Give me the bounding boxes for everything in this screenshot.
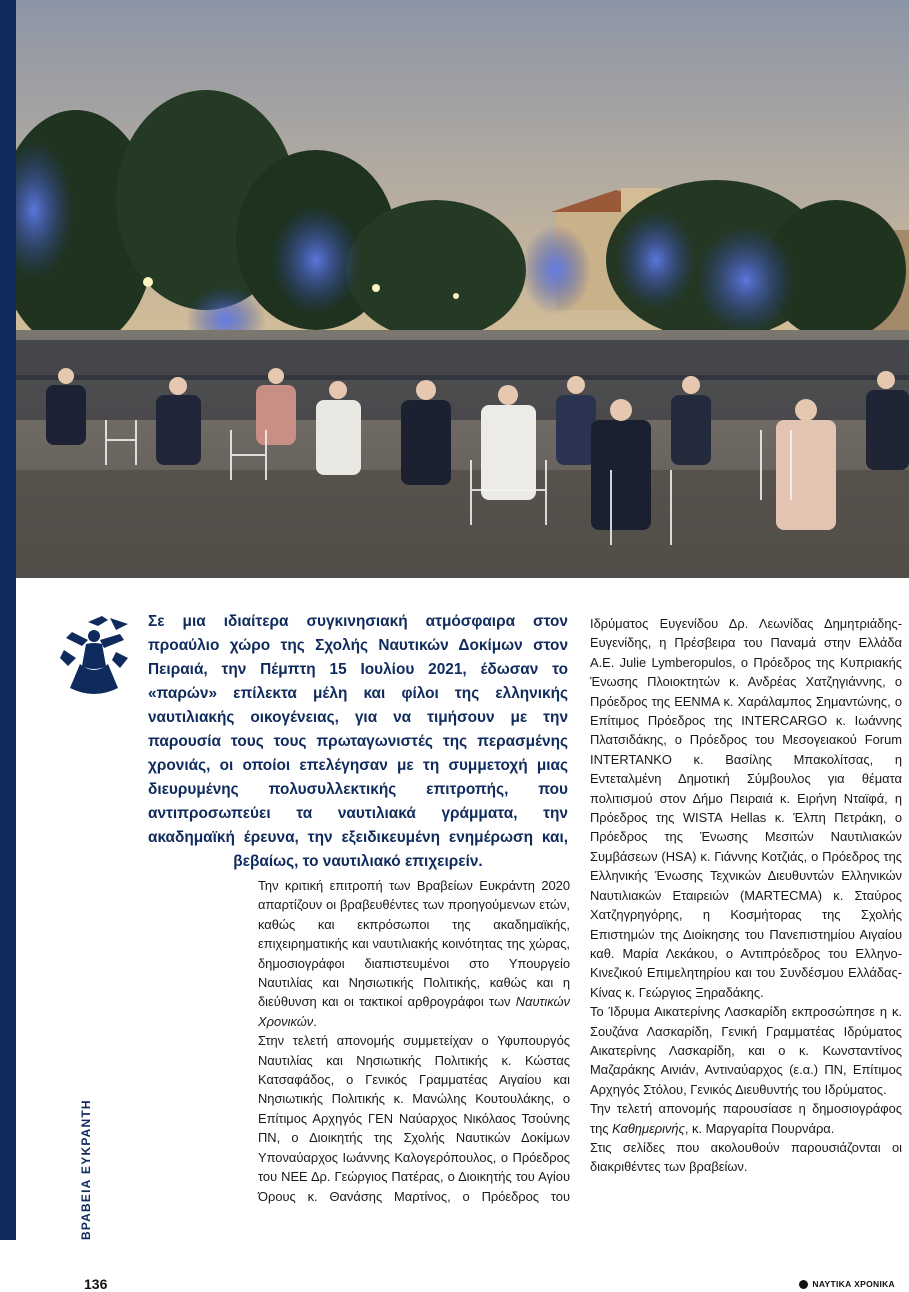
- section-label: ΒΡΑΒΕΙΑ ΕΥΚΡΑΝΤΗ: [79, 1099, 93, 1240]
- event-photo: [16, 0, 909, 578]
- side-color-strip: [0, 0, 16, 1240]
- body-paragraph-closing: Στις σελίδες που ακολουθούν παρουσιάζονται οι διακριθέντες των βραβείων.: [590, 1139, 902, 1175]
- lead-paragraph: Σε μια ιδιαίτερα συγκινησιακή ατμόσφαιρα στον προαύλιο χώρο της Σχολής Ναυτικών Δοκίμων στον Πειραιά, την Πέμπτη 15 Ιουλίου 2021, έδωσαν το «παρών» επίλεκτα μέλη και φίλοι της ελληνικής ναυτιλιακής οικογένειας, για να τιμήσουν με την παρουσία τους τους πρωταγωνιστές της περασμένης χρονιάς, οι οποίοι επελέγησαν με τη συμμετοχή μιας διευρυμένης πολυσυλλεκτικής επιτροπής, που αντιπροσωπεύει τα ναυτιλιακά γράμματα, την ακαδημαϊκή έρευνα, την εξειδικευμένη ενημέρωση και, βεβαίως, το ναυτιλιακό επιχειρείν.: [148, 613, 568, 870]
- body-paragraph: Την κριτική επιτροπή των Βραβείων Ευκράντη 2020 απαρτίζουν οι βραβευθέντες των προηγούμενων ετών, καθώς και εκπρόσωποι της ακαδημαϊκής, επιχειρηματικής και ναυτιλιακής κοινότητας της χώρας, δημοσιογράφοι διαπιστευμένοι στο Υπουργείο Ναυτιλίας και Νησιωτικής Πολιτικής, καθώς και η διεύθυνση και οι τακτικοί αρθρογράφοι των Ναυτικών Χρονικών.: [258, 878, 570, 1029]
- magazine-footer: [799, 1279, 895, 1289]
- body-paragraph-foundation: Το Ίδρυμα Αικατερίνης Λασκαρίδη εκπροσώπησε η κ. Σουζάνα Λασκαρίδη, Γενική Γραμματέας Ιδρύματος Αικατερίνης Λασκαρίδη, και ο κ. Κωνσταντίνος Μαζαράκης Αινιάν, Αντιναύαρχος (ε.α.) ΠΝ, Επίτιμος Αρχηγός Στόλου, Γενικός Διευθυντής του Ιδρύματος.: [590, 1004, 902, 1097]
- body-paragraph-attendees: Στην τελετή απονομής συμμετείχαν ο Υφυπουργός Ναυτιλίας και Νησιωτικής Πολιτικής κ. Κώστας Κατσαφάδος, ο Γενικός Γραμματέας Αιγαίου και Νησιωτικής Πολιτικής κ. Μανώλης Κουτουλάκης, ο Επίτιμος Αρχηγός ΓΕΝ Ναύαρχος Νικόλαος Τσούνης ΠΝ, ο Διοικητής της Σχολής Ναυτικών Δοκίμων Υποναύαρχος Ιωάννης Καλογερόπουλος, ο Πρόεδρος του ΝΕΕ Δρ. Γεώργιος Πατέρας, ο Διοικητής του Αγίου Όρους κ. Θανάσης Μαρτίνος, ο Πρόεδρος του: [258, 1033, 570, 1204]
- newspaper-title-italic: Καθημερινής: [612, 1120, 685, 1136]
- body-column-left: [258, 876, 570, 1206]
- magazine-name: ΝΑΥΤΙΚΑ ΧΡΟΝΙΚΑ: [812, 1279, 895, 1289]
- magazine-logo-icon: [799, 1280, 808, 1289]
- magazine-title-italic: Ναυτικών Χρονικών: [258, 994, 570, 1029]
- body-column-right: [590, 614, 902, 1177]
- body-paragraph-presenter: Την τελετή απονομής παρουσίασε η δημοσιογράφος της Καθημερινής, κ. Μαργαρίτα Πουρνάρα.: [590, 1101, 902, 1136]
- body-paragraph-attendees-continued: Ιδρύματος Ευγενίδου Δρ. Λεωνίδας Δημητριάδης-Ευγενίδης, η Πρέσβειρα του Παναμά στην Ελλάδα Α.Ε. Julie Lymberopulos, ο Πρόεδρος της Κυπριακής Ένωσης Πλοιοκτητών κ. Ανδρέας Χατζηγιάννης, ο Πρόεδρος της ΕΕΝΜΑ κ. Χαράλαμπος Σημαντώνης, ο Επίτιμος Πρόεδρος της INTERCARGO κ. Ιωάννης Πλατσιδάκης, ο Πρόεδρος του Μεσογειακού Forum INTERTANKO κ. Βασίλης Μπακολίτσας, η Εντεταλμένη Δημοτική Σύμβουλος για θέματα πολιτισμού στον Δήμο Πειραιά κ. Ειρήνη Νταϊφά, η Πρόεδρος της WISTA Hellas κ. Έλπη Πετράκη, ο Πρόεδρος της Ένωσης Μεσιτών Ναυτιλιακών Συμβάσεων (HSA) κ. Γιάννης Κοτζιάς, ο Πρόεδρος της Ελληνικής Ένωσης Τεχνικών Διευθυντών Ελληνικών Ναυτιλιακών Εταιρειών (MARTECMA) κ. Σταύρος Χατζηγρηγόρης, η Κοσμήτορας της Σχολής Επιστημών της Διοίκησης του Πανεπιστημίου Αιγαίου καθ. Μαρία Λεκάκου, ο Αντιπρόεδρος του Ελληνο-Κινεζικού Επιμελητηρίου και του Συνδέσμου Ελλάδας-Κίνας κ. Γεώργιος Ξηραδάκης.: [590, 616, 902, 1000]
- winged-victory-emblem-icon: [58, 614, 130, 698]
- page-number: 136: [84, 1276, 108, 1292]
